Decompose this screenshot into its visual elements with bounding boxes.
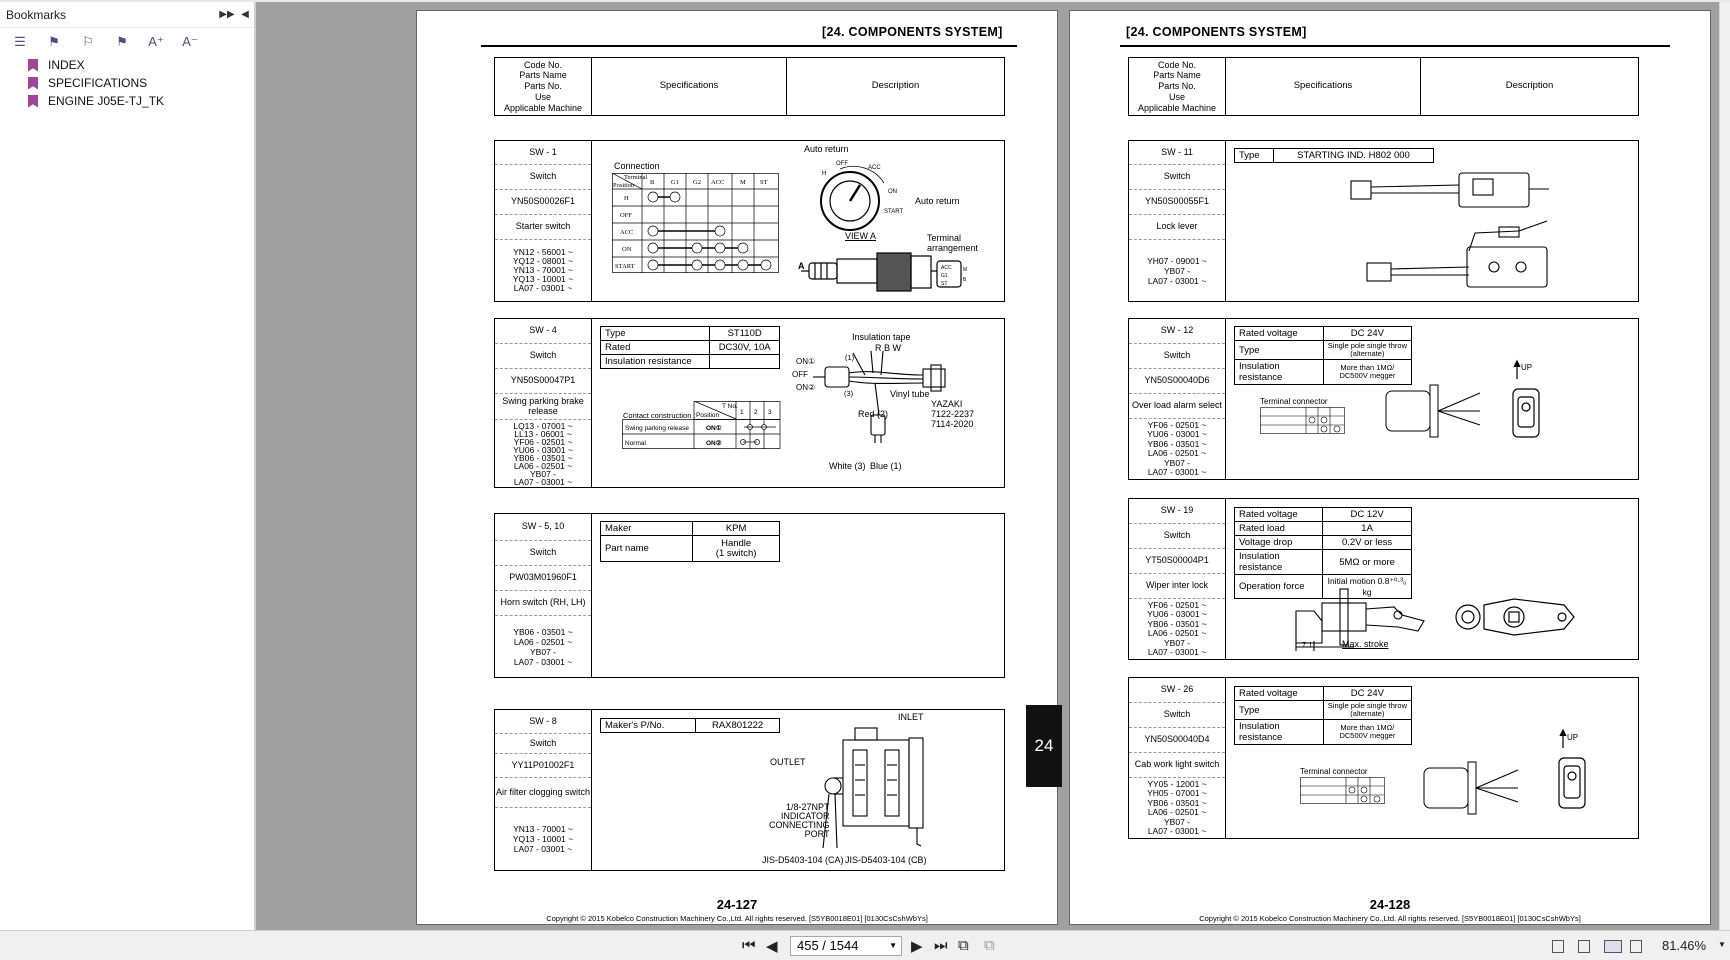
part-code: SW - 1: [495, 141, 591, 165]
wiper-cam-drawing: [1454, 595, 1584, 647]
contact-construction-label: Contact construction :: [623, 411, 696, 420]
column-header-box: [1128, 57, 1639, 116]
part-name: Switch: [1129, 524, 1225, 549]
spec-value: 0.2V or less: [1323, 536, 1412, 550]
part-machines: YN12 - 56001 ~ YQ12 - 08001 ~ YN13 - 70001 ~ YQ13 - 10001 ~ LA07 - 03001 ~: [512, 247, 574, 293]
terminal-header: Terminal: [624, 174, 648, 181]
spec-value: RAX801222: [696, 719, 780, 733]
col-num: 2: [754, 409, 758, 416]
column-header-box: [494, 57, 1005, 116]
spec-value: 5MΩ or more: [1323, 550, 1412, 575]
header-rule: [1120, 45, 1670, 47]
part-sw12: [1128, 318, 1639, 480]
pin-label: ST: [941, 281, 948, 287]
spec-key: Part name: [601, 536, 693, 562]
part-info-column: [1129, 319, 1226, 479]
next-view-icon[interactable]: ⧉: [984, 937, 995, 954]
spec-table: [600, 326, 780, 369]
part-sw26: [1128, 677, 1639, 839]
part-code: SW - 4: [495, 319, 591, 344]
spec-value: Handle (1 switch): [693, 536, 780, 562]
chapter-tab: 24: [1026, 705, 1062, 787]
spec-key: Type: [601, 327, 710, 341]
spec-value: KPM: [693, 522, 780, 536]
part-machines: YY05 - 12001 ~ YH05 - 07001 ~ YB06 - 03501 ~ LA06 - 02501 ~ YB07 - LA07 - 03001 ~: [1147, 778, 1207, 836]
cb-label: JIS-D5403-104 (CB): [845, 855, 927, 865]
view-a-label: VIEW A: [845, 231, 877, 241]
spec-key: Maker: [601, 522, 693, 536]
expand-panel-icon[interactable]: ▶▶: [219, 9, 235, 20]
part-name: Switch: [1129, 165, 1225, 190]
part-sw5: [494, 513, 1005, 678]
part-number: YN50S00055F1: [1129, 190, 1225, 215]
row-label: START: [615, 263, 635, 270]
page-number: 24-127: [716, 897, 758, 912]
colhead-spec: Specifications: [592, 58, 787, 115]
air-filter-switch-drawing: [815, 720, 965, 850]
bookmark-icon: [28, 77, 38, 90]
work-light-switch-front: [1557, 728, 1587, 814]
page-number-input[interactable]: [790, 936, 902, 956]
spec-value: ST110D: [710, 327, 780, 341]
contact-table: [622, 401, 782, 451]
spec-key: Type: [1235, 341, 1324, 360]
navigation-bar: [0, 930, 1730, 960]
continuous-facing-view-icon[interactable]: [1630, 940, 1642, 953]
spec-value: 1A: [1323, 522, 1412, 536]
spec-value: Initial motion 0.8⁺⁰·³₀ kg: [1323, 575, 1412, 599]
spec-key: Rated voltage: [1235, 687, 1324, 701]
part-sw1: [494, 140, 1005, 302]
page-number-value: 455 / 1544: [797, 938, 859, 953]
alarm-switch-body: [1384, 383, 1484, 443]
part-name: Switch: [495, 734, 591, 754]
part-code: SW - 12: [1129, 319, 1225, 344]
spec-key: Rated load: [1235, 522, 1323, 536]
spec-key: Rated voltage: [1235, 508, 1323, 522]
colhead-code: Code No.: [1157, 59, 1197, 70]
up-label: UP: [1521, 363, 1533, 372]
part-info-column: [495, 141, 592, 301]
colhead-machine: Applicable Machine: [503, 102, 583, 113]
part-number: YN50S00047P1: [495, 369, 591, 394]
part-name: Switch: [495, 541, 591, 566]
spec-value: DC30V, 10A: [710, 341, 780, 355]
stroke-value: 7.1: [1302, 640, 1313, 649]
spec-value: DC 24V: [1323, 687, 1411, 701]
pin-label: M: [963, 267, 968, 273]
first-page-icon[interactable]: ⏮: [742, 937, 756, 954]
part-machines: LQ13 - 07001 ~ LL13 - 06001 ~ YF06 - 02501 ~ YU06 - 03001 ~ YB06 - 03501 ~ LA06 - 02501 ~ YB07 - LA07 - 03001 ~: [513, 420, 573, 487]
page-header: [24. COMPONENTS SYSTEM]: [1126, 25, 1307, 39]
part-use: Over load alarm select: [1129, 394, 1225, 419]
spec-value: STARTING IND. H802 000: [1273, 149, 1433, 163]
col-label: M: [740, 179, 746, 186]
part-use: Cab work light switch: [1129, 753, 1225, 778]
up-label: UP: [1567, 733, 1579, 742]
off-label: OFF: [792, 370, 808, 379]
terminal-connector-table: [1260, 407, 1350, 437]
part-sw11: [1128, 140, 1639, 302]
pin-label: B: [963, 277, 967, 283]
bookmark-options-icon[interactable]: ☰: [14, 34, 26, 49]
key-dial-view: [810, 155, 915, 233]
part-machines: YB06 - 03501 ~ LA06 - 02501 ~ YB07 - LA07 - 03001 ~: [513, 626, 573, 667]
connection-diagram: [612, 173, 780, 275]
alarm-switch-front: [1511, 359, 1541, 443]
outlet-label: OUTLET: [770, 757, 806, 767]
starter-switch-body: [801, 251, 976, 295]
bookmarks-toolbar: [0, 28, 254, 56]
spec-table: [1234, 326, 1412, 385]
on1-label: ON①: [796, 357, 816, 366]
page-header: [24. COMPONENTS SYSTEM]: [822, 25, 1003, 39]
part-use: Swing parking brake release: [495, 394, 591, 420]
single-page-view-icon[interactable]: [1552, 940, 1564, 953]
spec-value: DC 24V: [1323, 327, 1411, 341]
column-header-left: [1129, 58, 1226, 115]
collapse-panel-icon[interactable]: ◀: [241, 9, 249, 20]
page-right: [1069, 10, 1711, 925]
part-use: Starter switch: [495, 215, 591, 240]
col-num: 1: [740, 409, 744, 416]
colhead-code: Code No.: [523, 59, 563, 70]
part-use: Air filter clogging switch: [495, 778, 591, 808]
part-name: Switch: [1129, 344, 1225, 369]
part-name: Switch: [495, 165, 591, 190]
enlarge-text-icon[interactable]: A⁺: [148, 34, 164, 49]
part-machines: YF06 - 02501 ~ YU06 - 03001 ~ YB06 - 03501 ~ LA06 - 02501 ~ YB07 - LA07 - 03001 ~: [1147, 599, 1207, 657]
view-a-marker: A: [798, 261, 805, 271]
on2-label: ON②: [796, 383, 816, 392]
part-use: Horn switch (RH, LH): [495, 591, 591, 616]
row-key: Normal: [625, 440, 646, 447]
part-number: YY11P01002F1: [495, 754, 591, 778]
dial-label: ON: [888, 189, 897, 195]
facing-view-icon[interactable]: [1604, 940, 1622, 953]
bookmark-list: [0, 56, 254, 110]
spec-key: Insulation resistance: [601, 355, 710, 369]
reduce-text-icon[interactable]: A⁻: [182, 34, 198, 49]
bookmarks-panel: [0, 2, 255, 930]
dial-label: OFF: [836, 161, 848, 167]
last-page-icon[interactable]: ⏭: [934, 937, 948, 954]
document-viewer: [256, 2, 1719, 930]
spec-key: Operation force: [1235, 575, 1323, 599]
part-sw4: [494, 318, 1005, 488]
page-number: 24-128: [1369, 897, 1411, 912]
vinyl-tube-label: Vinyl tube: [890, 389, 930, 399]
part-name: Switch: [1129, 703, 1225, 728]
colhead-machine: Applicable Machine: [1137, 102, 1217, 113]
dial-label: H: [822, 171, 827, 177]
max-stroke-label: Max. stroke: [1342, 639, 1389, 649]
colhead-use: Use: [1168, 91, 1185, 102]
row-key: Swing parking release: [625, 425, 689, 432]
colhead-use: Use: [534, 91, 551, 102]
spec-value: DC 12V: [1323, 508, 1412, 522]
copyright: Copyright © 2015 Kobelco Construction Machinery Co.,Ltd. All rights reserved. [S5YB0018E01] [0130CsCshWbYs]: [546, 914, 928, 923]
yazaki-label: YAZAKI 7122-2237 7114-2020: [931, 399, 975, 429]
bookmarks-title: Bookmarks: [6, 7, 67, 22]
part-machines: YH07 - 09001 ~ YB07 - LA07 - 03001 ~: [1147, 255, 1207, 286]
part-code: SW - 26: [1129, 678, 1225, 703]
row-val: ON②: [706, 440, 722, 447]
spec-value: Single pole single throw (alternate): [1323, 701, 1411, 720]
part-info-column: [495, 514, 592, 677]
position-header: Position: [613, 182, 635, 189]
row-label: OFF: [620, 212, 632, 219]
part-code: SW - 11: [1129, 141, 1225, 165]
inlet-label: INLET: [898, 712, 924, 722]
part-info-column: [495, 710, 592, 870]
row-label: ON: [622, 246, 632, 253]
spec-value: More than 1MΩ/ DC500V megger: [1323, 720, 1411, 745]
bookmark-icon: [28, 59, 38, 72]
ca-label: JIS-D5403-104 (CA): [762, 855, 844, 865]
part-code: SW - 8: [495, 710, 591, 734]
header-rule: [481, 45, 1017, 47]
swing-switch-drawing: [813, 345, 953, 465]
spec-value: More than 1MΩ/ DC500V megger: [1323, 360, 1411, 385]
col-label: ST: [760, 179, 768, 186]
spec-key: Voltage drop: [1235, 536, 1323, 550]
part-code: SW - 19: [1129, 499, 1225, 524]
connection-label: Connection: [614, 161, 660, 171]
bookmark-item-engine[interactable]: [10, 92, 254, 110]
column-header-left: [495, 58, 592, 115]
pin-label: G1: [941, 273, 948, 279]
bookmark-icon: [28, 95, 38, 108]
copyright: Copyright © 2015 Kobelco Construction Machinery Co.,Ltd. All rights reserved. [S5YB0018E01] [0130CsCshWbYs]: [1199, 914, 1581, 923]
bookmark-item-index[interactable]: [10, 56, 254, 74]
position-label: Position: [696, 412, 720, 419]
dial-label: ACC: [868, 165, 881, 171]
tno-label: T No.: [722, 403, 738, 410]
insulation-tape-label: Insulation tape: [852, 332, 911, 342]
terminal-connector-table: [1300, 777, 1390, 807]
rbw-label: R B W: [875, 343, 901, 353]
red-wire-label: Red (2): [858, 409, 889, 419]
part-code: SW - 5, 10: [495, 514, 591, 541]
colhead-partsno: Parts No.: [524, 81, 562, 92]
delete-bookmark-icon[interactable]: ⚑: [116, 34, 128, 49]
dial-label: START: [884, 209, 904, 215]
bookmarks-header: [0, 2, 254, 28]
continuous-view-icon[interactable]: [1578, 940, 1590, 953]
part-number: YN50S00040D6: [1129, 369, 1225, 394]
colhead-name: Parts Name: [519, 70, 567, 81]
auto-return-label: Auto return: [804, 144, 849, 154]
port-label: 1/8-27NPT INDICATOR CONNECTING PORT: [769, 802, 830, 839]
colhead-spec: Specifications: [1226, 58, 1421, 115]
part-info-column: [1129, 678, 1226, 838]
lock-lever-switch-drawing: [1349, 169, 1559, 299]
pin-label: ACC: [941, 265, 952, 271]
part-number: PW03M01960F1: [495, 566, 591, 591]
previous-view-icon[interactable]: ⧉: [958, 937, 969, 954]
zoom-level[interactable]: 81.46%: [1662, 938, 1707, 953]
part-number: YN50S00026F1: [495, 190, 591, 215]
chevron-down-icon[interactable]: ▼: [889, 941, 897, 950]
previous-page-icon[interactable]: ◀: [766, 938, 778, 955]
spec-value: [710, 355, 780, 369]
auto-return-label-2: Auto return: [915, 196, 960, 206]
work-light-switch-body: [1422, 760, 1522, 820]
terminal-arrangement-label: Terminal arrangement: [927, 233, 979, 253]
row-label: ACC: [620, 229, 634, 236]
expand-bookmark-icon[interactable]: ⚐: [82, 34, 94, 49]
terminal-connector-label: Terminal connector: [1300, 767, 1368, 776]
part-sw19: [1128, 498, 1639, 660]
part-machines: YF06 - 02501 ~ YU06 - 03001 ~ YB06 - 03501 ~ LA06 - 02501 ~ YB07 - LA07 - 03001 ~: [1147, 419, 1207, 477]
spec-value: Single pole single throw (alternate): [1323, 341, 1411, 360]
part-info-column: [495, 319, 592, 487]
page-left: [416, 10, 1058, 925]
next-page-icon[interactable]: ▶: [911, 938, 923, 955]
part-name: Switch: [495, 344, 591, 369]
bookmark-item-specifications[interactable]: [10, 74, 254, 92]
part-number: YN50S00040D4: [1129, 728, 1225, 753]
colhead-partsno: Parts No.: [1158, 81, 1196, 92]
part-machines: YN13 - 70001 ~ YQ13 - 10001 ~ LA07 - 03001 ~: [512, 824, 574, 854]
bookmark-label: SPECIFICATIONS: [48, 76, 148, 90]
terminal-connector-label: Terminal connector: [1260, 397, 1328, 406]
row-label: H: [624, 195, 629, 202]
part-use: Wiper inter lock: [1129, 574, 1225, 599]
colhead-desc: Description: [1505, 80, 1554, 92]
colhead-desc: Description: [871, 80, 920, 92]
bookmark-label: INDEX: [48, 58, 85, 72]
spec-table: [1234, 148, 1434, 163]
part-use: Lock lever: [1129, 215, 1225, 240]
spec-key: Insulation resistance: [1235, 360, 1324, 385]
bookmark-label: ENGINE J05E-TJ_TK: [48, 94, 165, 108]
col-label: G2: [693, 179, 701, 186]
vertical-scrollbar[interactable]: [1719, 2, 1730, 930]
spec-table: [1234, 686, 1412, 745]
spec-key: Maker's P/No.: [601, 719, 696, 733]
wire-3-label: (3): [844, 389, 854, 398]
part-sw8: [494, 709, 1005, 871]
col-num: 3: [768, 409, 772, 416]
col-label: B: [650, 179, 655, 186]
spec-key: Insulation resistance: [1235, 720, 1324, 745]
spec-key: Insulation resistance: [1235, 550, 1323, 575]
spec-key: Rated: [601, 341, 710, 355]
part-info-column: [1129, 499, 1226, 659]
col-label: ACC: [711, 179, 725, 186]
new-bookmark-icon[interactable]: ⚑: [48, 34, 60, 49]
part-info-column: [1129, 141, 1226, 301]
row-val: ON①: [706, 425, 722, 432]
colhead-name: Parts Name: [1153, 70, 1201, 81]
white-wire-label: White (3): [829, 461, 866, 471]
col-label: G1: [671, 179, 679, 186]
spec-table: [600, 718, 780, 733]
spec-key: Rated voltage: [1235, 327, 1324, 341]
part-number: YT50S00004P1: [1129, 549, 1225, 574]
spec-key: Type: [1235, 701, 1324, 720]
blue-wire-label: Blue (1): [870, 461, 902, 471]
spec-key: Type: [1235, 149, 1274, 163]
wire-1-label: (1): [845, 353, 855, 362]
spec-table: [600, 521, 780, 562]
zoom-dropdown-icon[interactable]: ▼: [1718, 940, 1726, 949]
